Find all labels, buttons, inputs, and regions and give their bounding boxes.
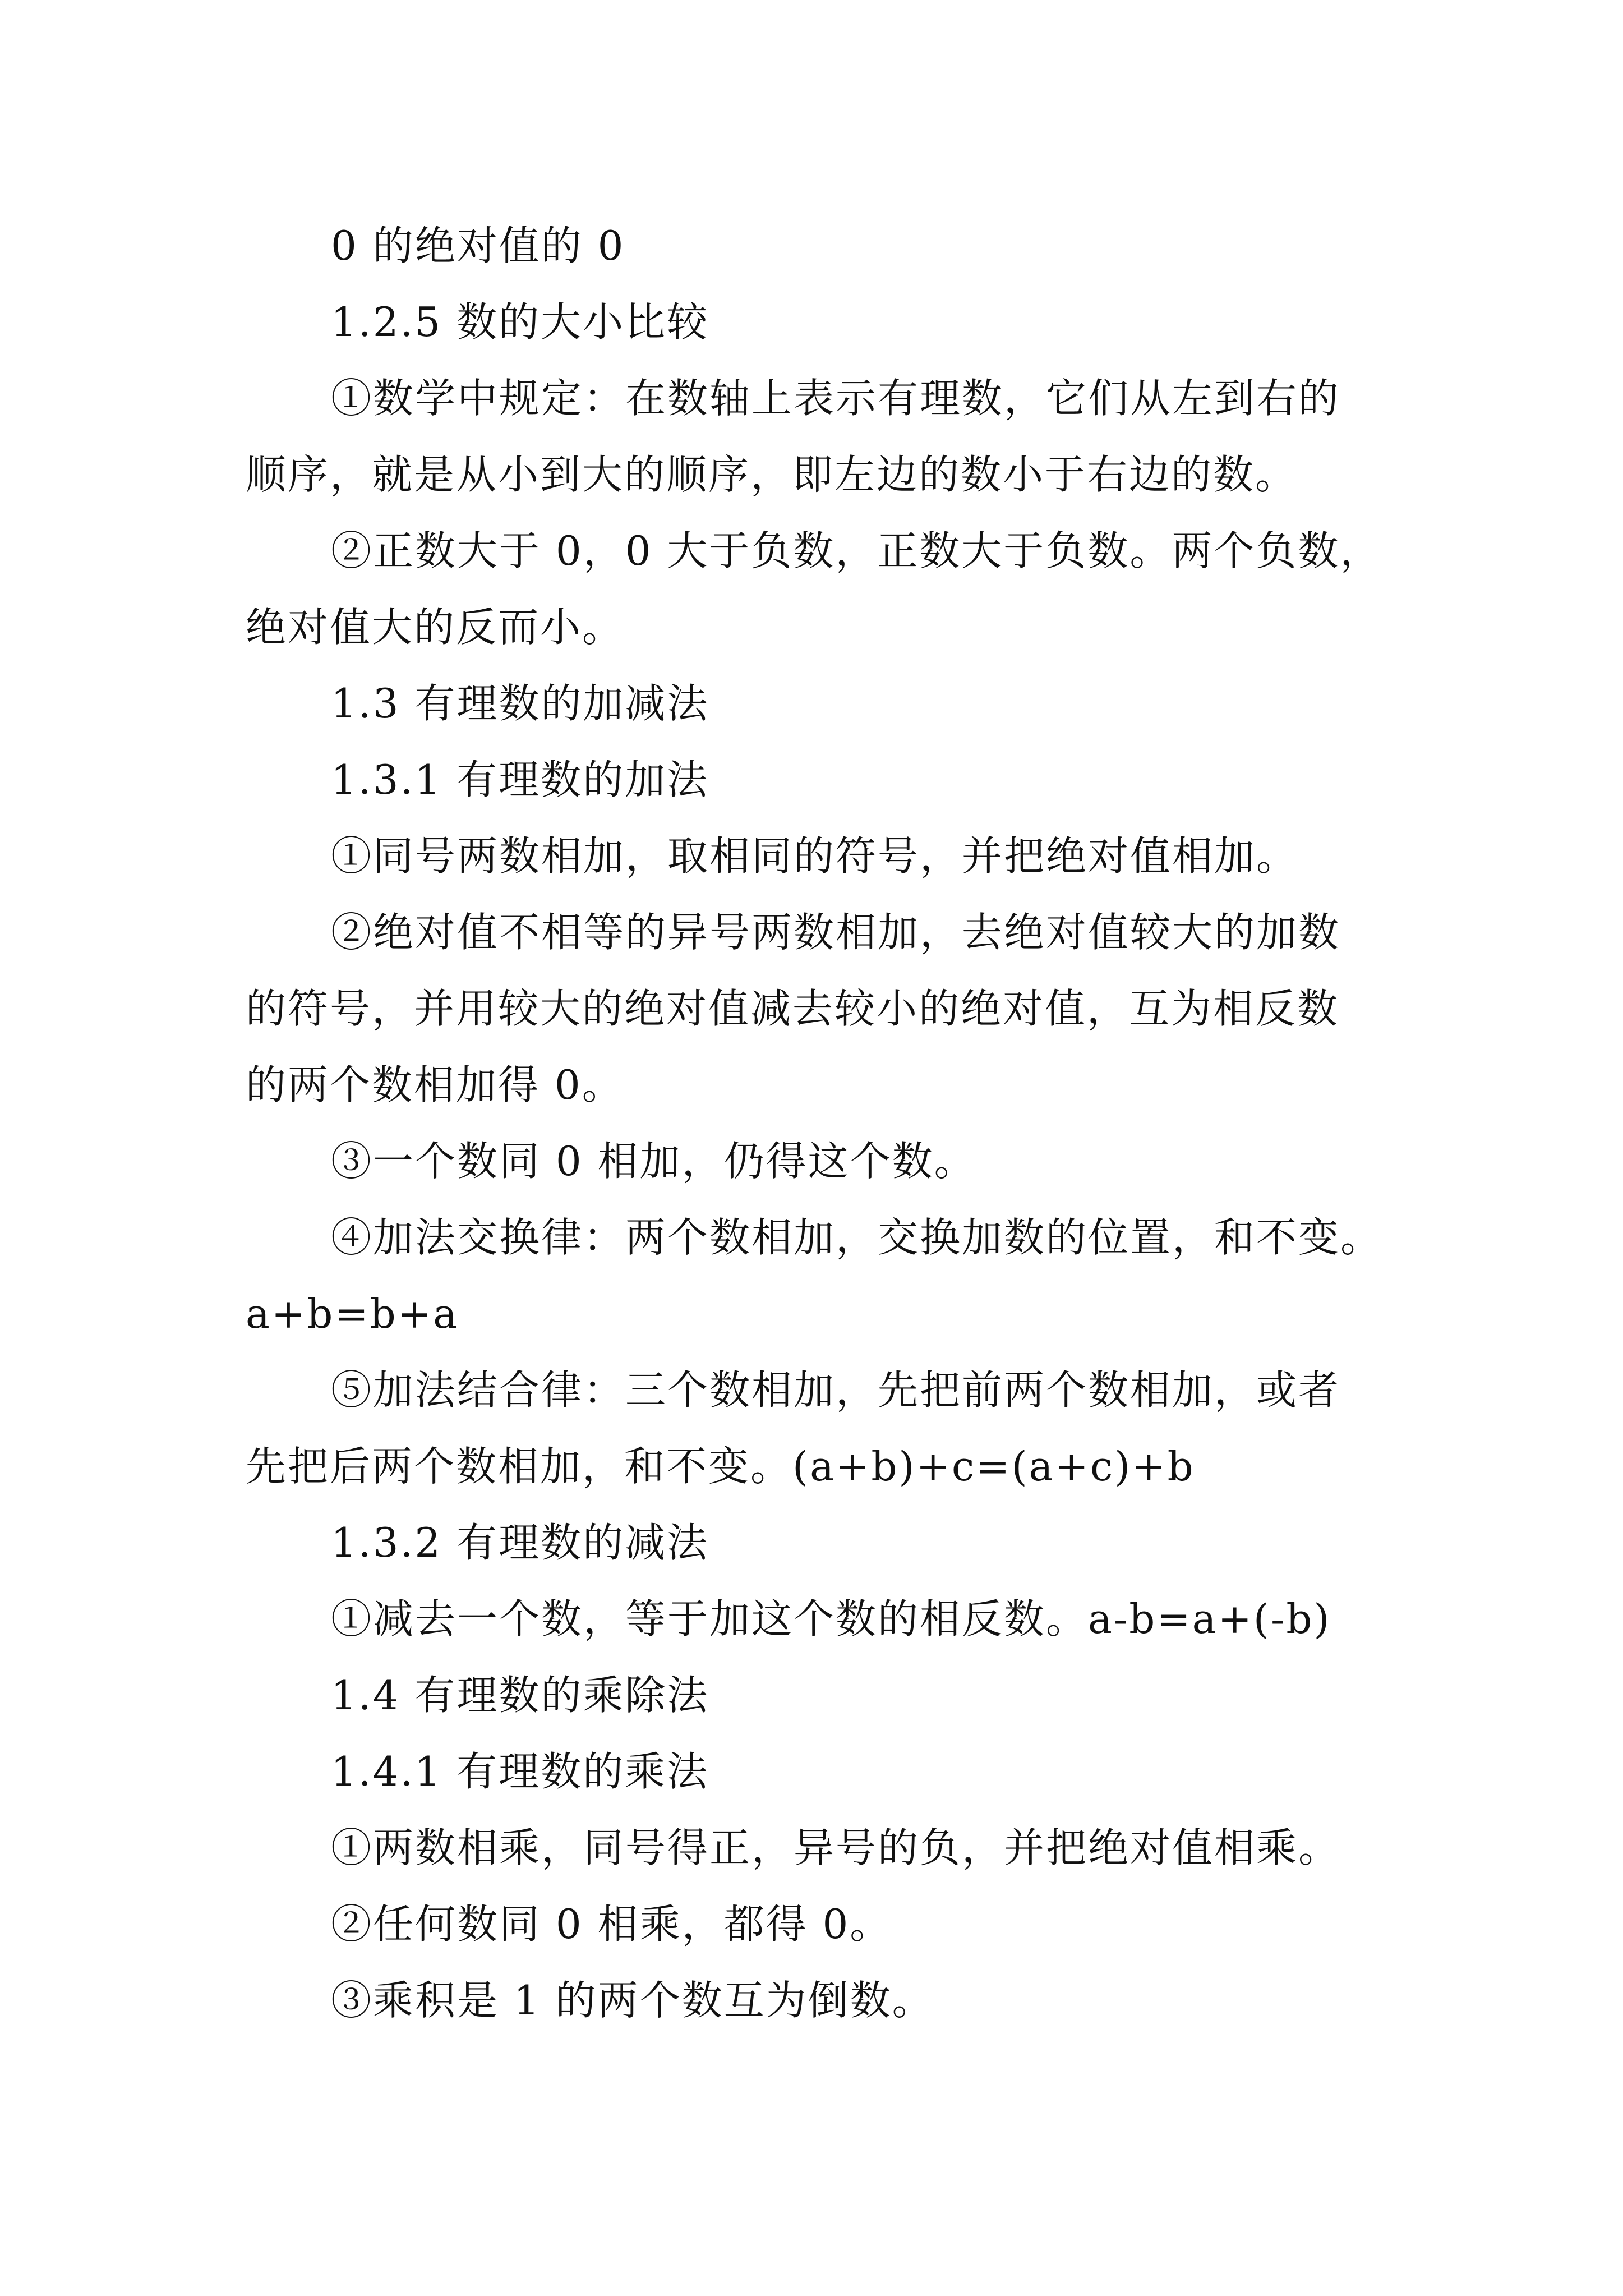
paragraph-line: ①数学中规定：在数轴上表示有理数，它们从左到右的 xyxy=(331,375,1341,422)
paragraph-line: ③一个数同 0 相加，仍得这个数。 xyxy=(331,1138,976,1185)
paragraph-line: 的两个数相加得 0。 xyxy=(246,1061,624,1108)
paragraph-line: ①减去一个数，等于加这个数的相反数。a-b=a+(-b) xyxy=(331,1595,1331,1642)
formula-line: a+b=b+a xyxy=(246,1290,459,1337)
paragraph-line: ③乘积是 1 的两个数互为倒数。 xyxy=(331,1977,934,2024)
section-heading: 1.4 有理数的乘除法 xyxy=(331,1672,709,1719)
section-heading: 1.4.1 有理数的乘法 xyxy=(331,1748,709,1795)
paragraph-line: ②任何数同 0 相乘，都得 0。 xyxy=(331,1901,892,1948)
section-heading: 1.3 有理数的加减法 xyxy=(331,680,709,727)
paragraph-line: ②绝对值不相等的异号两数相加，去绝对值较大的加数 xyxy=(331,909,1341,956)
paragraph-line: ①同号两数相加，取相同的符号，并把绝对值相加。 xyxy=(331,832,1299,880)
section-heading: 1.3.2 有理数的减法 xyxy=(331,1519,709,1566)
paragraph-line: ①两数相乘，同号得正，异号的负，并把绝对值相乘。 xyxy=(331,1824,1341,1871)
paragraph-line: ⑤加法结合律：三个数相加，先把前两个数相加，或者 xyxy=(331,1366,1341,1414)
paragraph-line: ④加法交换律：两个数相加，交换加数的位置，和不变。 xyxy=(331,1214,1383,1261)
section-heading: 1.2.5 数的大小比较 xyxy=(331,298,709,346)
document-body xyxy=(246,208,1412,2039)
section-heading: 1.3.1 有理数的加法 xyxy=(331,756,709,803)
paragraph-line: 顺序，就是从小到大的顺序，即左边的数小于右边的数。 xyxy=(246,451,1298,498)
paragraph-line: 先把后两个数相加，和不变。(a+b)+c=(a+c)+b xyxy=(246,1443,1195,1490)
paragraph-line: ②正数大于 0，0 大于负数，正数大于负数。两个负数， xyxy=(331,527,1382,574)
paragraph-line: 的符号，并用较大的绝对值减去较小的绝对值，互为相反数 xyxy=(246,985,1340,1032)
text-line: 0 的绝对值的 0 xyxy=(331,222,625,269)
paragraph-line: 绝对值大的反而小。 xyxy=(246,604,625,651)
